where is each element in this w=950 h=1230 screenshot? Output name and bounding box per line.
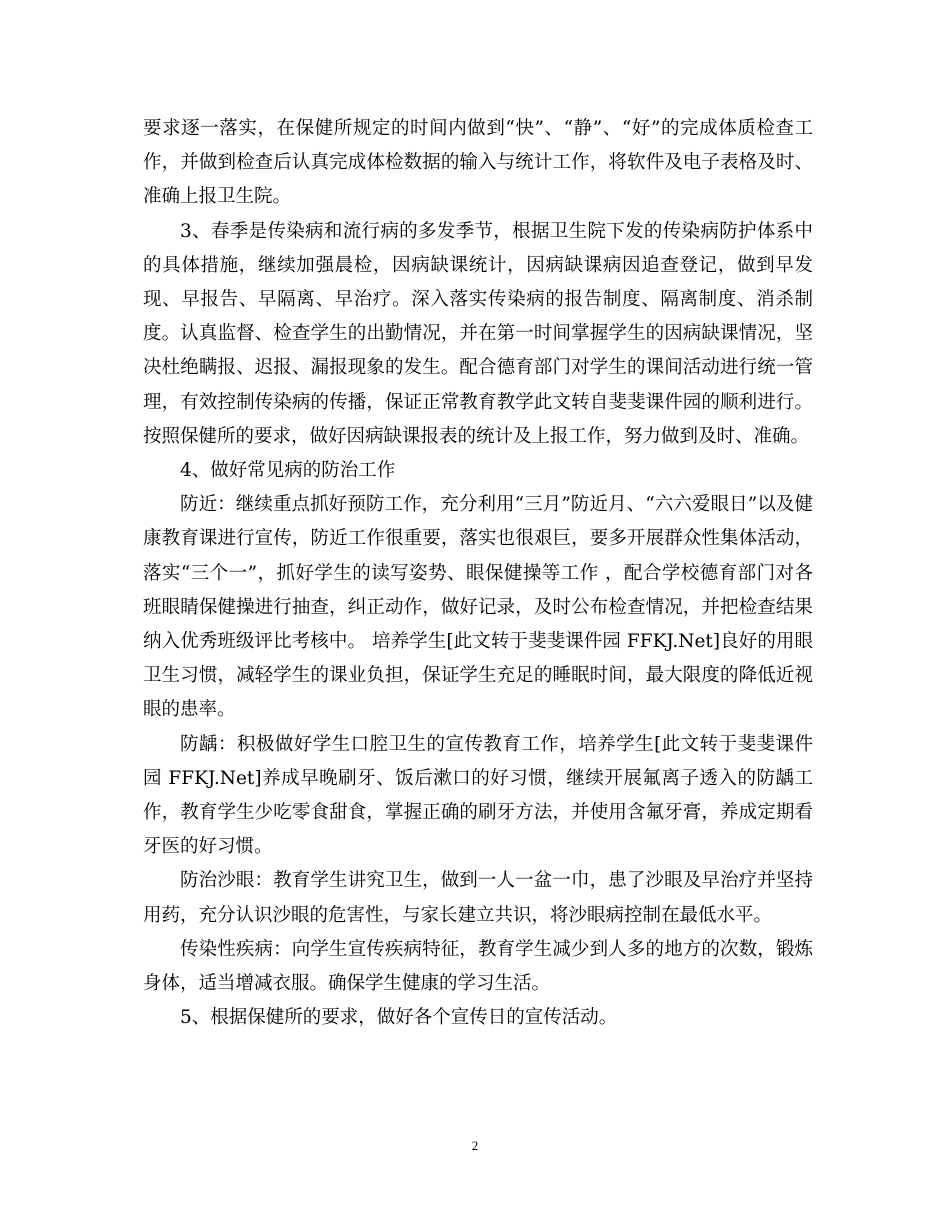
paragraph-infectious-diseases: 传染性疾病：向学生宣传疾病特征，教育学生减少到人多的地方的次数，锻炼身体，适当增减衣服。确保学生健康的学习生活。 [143,938,813,995]
paragraph-infectious-disease-prevention: 3、春季是传染病和流行病的多发季节，根据卫生院下发的传染病防护体系中的具体措施，继续加强晨检，因病缺课统计，因病缺课病因追查登记，做到早发现、早报告、早隔离、早治疗。深入落实传染病的报告制度、隔离制度、消杀制度。认真监督、检查学生的出勤情况，并在第一时间掌握学生的因病缺课情况，坚决杜绝瞒报、迟报、漏报现象的发生。配合德育部门对学生的课间活动进行统一管理，有效控制传染病的传播，保证正常教育教学此文转自斐斐课件园的顺利进行。按照保健所的要求，做好因病缺课报表的统计及上报工作，努力做到及时、准确。 [143,220,813,447]
paragraph-trachoma-prevention: 防治沙眼：教育学生讲究卫生，做到一人一盆一巾，患了沙眼及早治疗并坚持用药，充分认识沙眼的危害性，与家长建立共识，将沙眼病控制在最低水平。 [143,870,813,926]
paragraph-publicity-days: 5、根据保健所的要求，做好各个宣传日的宣传活动。 [180,1007,618,1029]
paragraph-common-disease-heading: 4、做好常见病的防治工作 [180,460,396,482]
document-body [143,112,813,1035]
paragraph-myopia-prevention: 防近：继续重点抓好预防工作，充分利用“三月”防近月、“六六爱眼日”以及健康教育课进行宣传，防近工作很重要，落实也很艰巨，要多开展群众性集体活动，落实“三个一”，抓好学生的读写姿势、眼保健操等工作 ，配合学校德育部门对各班眼睛保健操进行抽查，纠正动作，做好记录，及时公布检查情况，并把检查结果纳入优秀班级评比考核中。 培养学生[此文转于斐斐课件园 FFKJ.Net]良好的用眼卫生习惯，减轻学生的课业负担，保证学生充足的睡眠时间，最大限度的降低近视眼的患率。 [143,494,813,721]
paragraph-caries-prevention: 防龋：积极做好学生口腔卫生的宣传教育工作，培养学生[此文转于斐斐课件园 FFKJ.Net]养成早晚刷牙、饭后漱口的好习惯，继续开展氟离子透入的防龋工作，教育学生少吃零食甜食，掌握正确的刷牙方法，并使用含氟牙膏，养成定期看牙医的好习惯。 [143,733,813,858]
page-number: 2 [471,1138,479,1153]
paragraph-physical-exam-continuation: 要求逐一落实，在保健所规定的时间内做到“快”、“静”、“好”的完成体质检查工作，并做到检查后认真完成体检数据的输入与统计工作，将软件及电子表格及时、准确上报卫生院。 [143,118,813,208]
